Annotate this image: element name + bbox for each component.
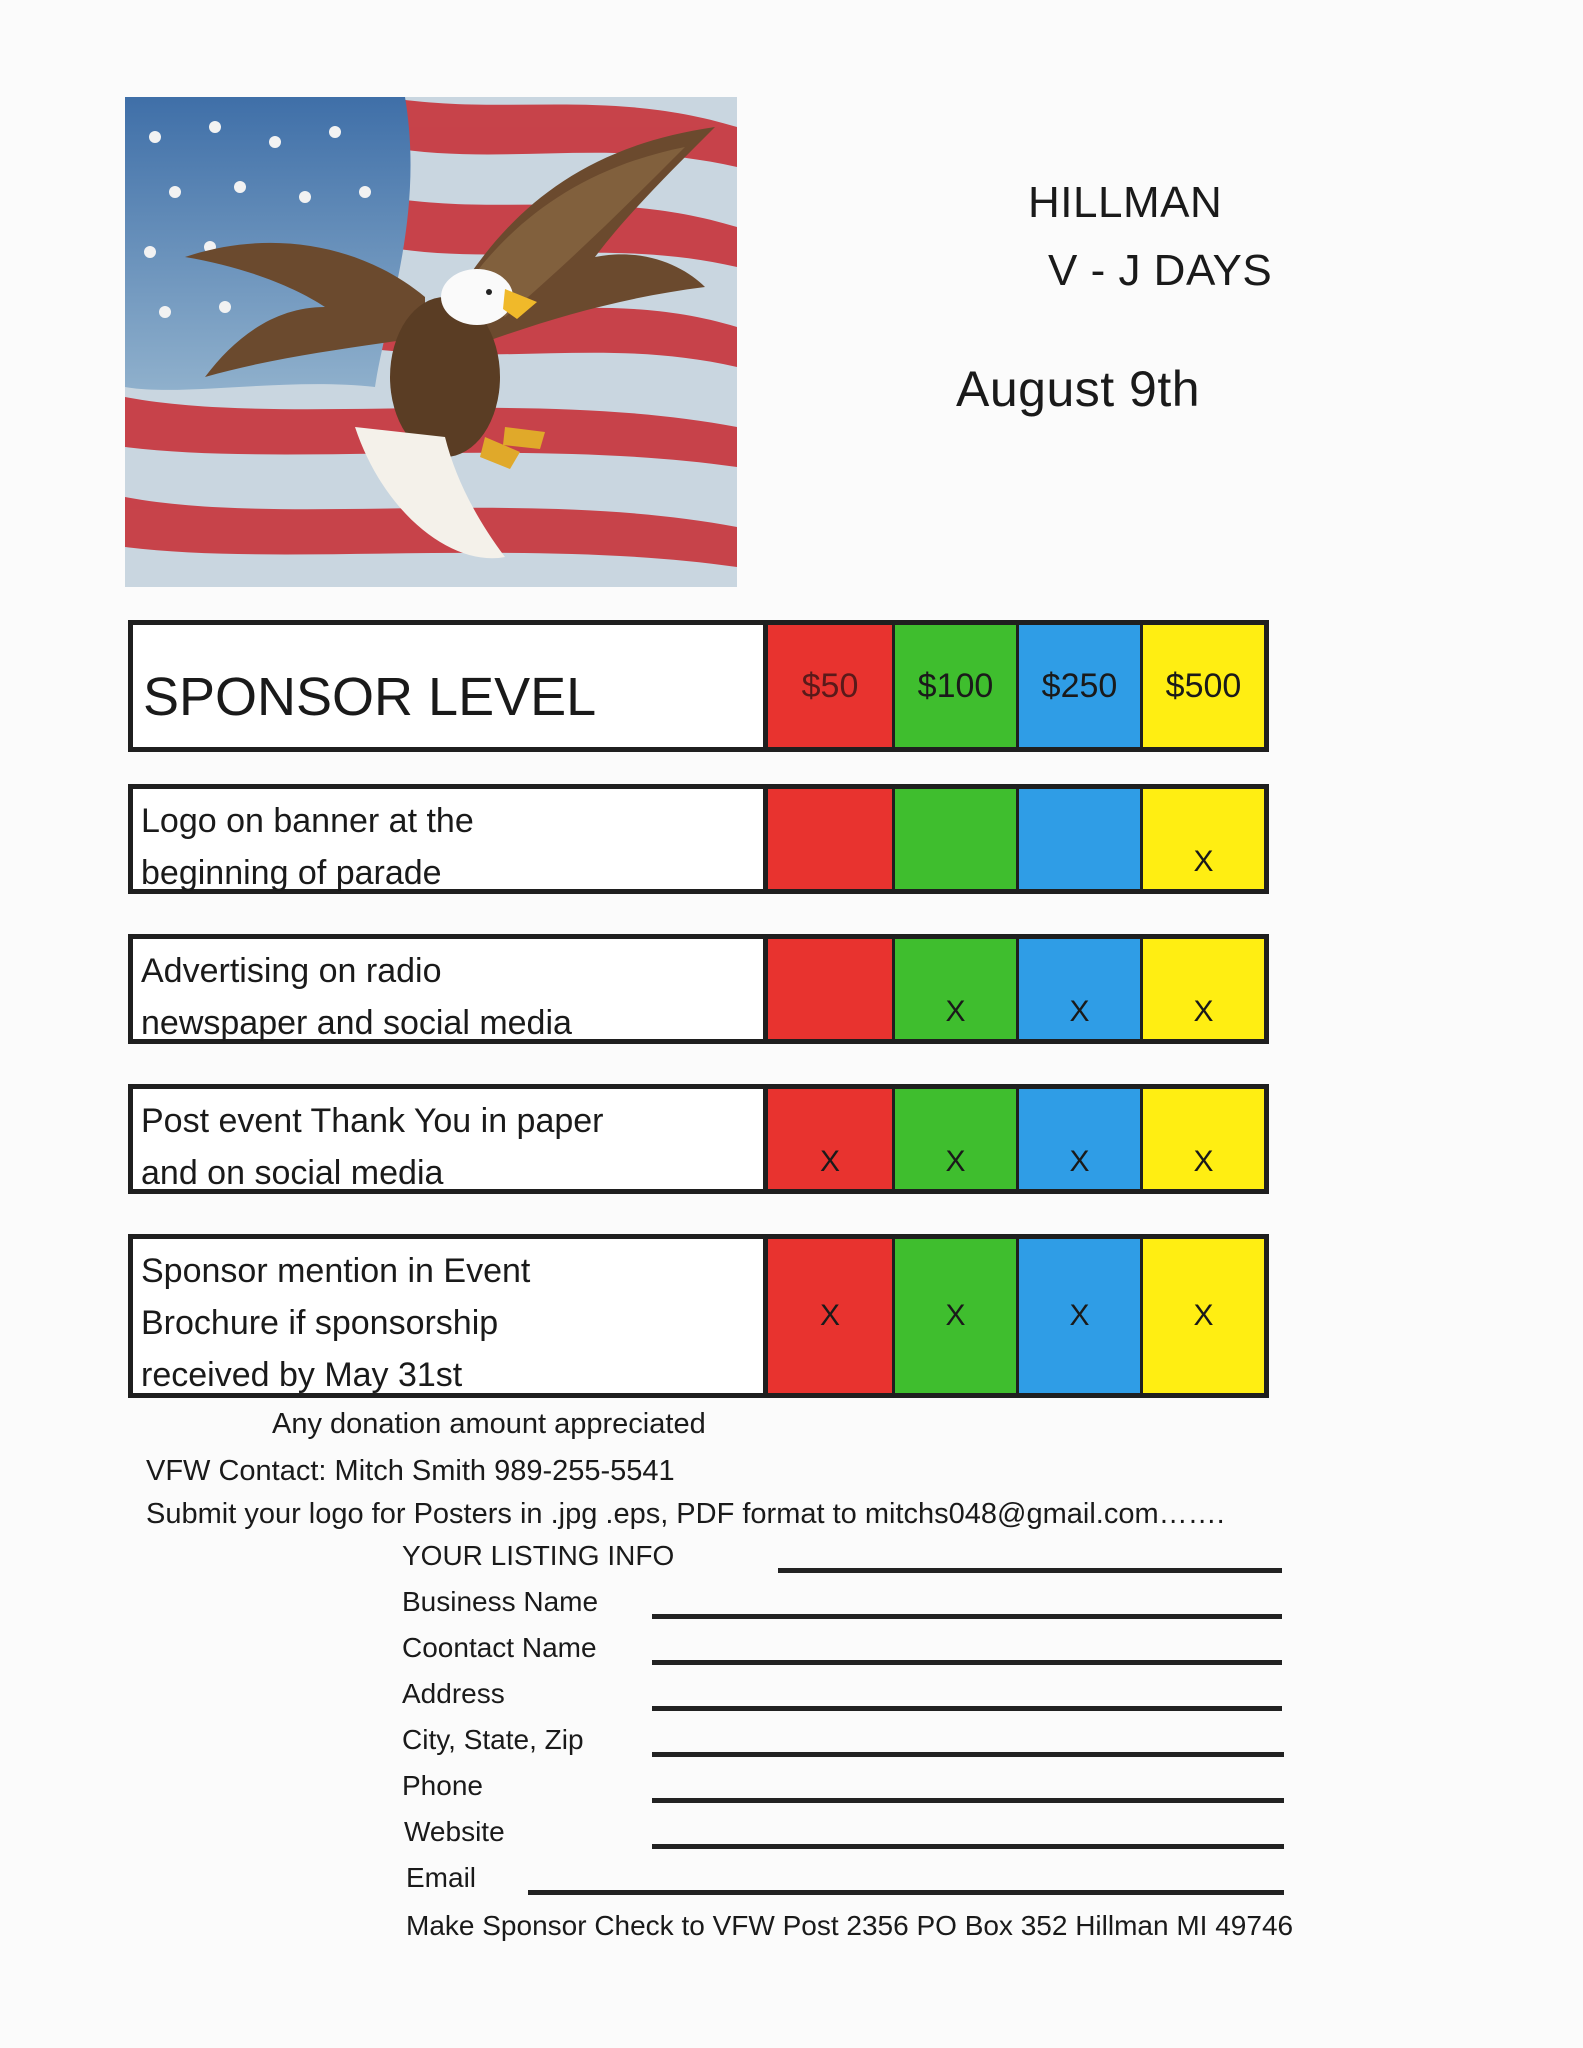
contact-name-field[interactable] <box>652 1660 1282 1665</box>
mark-250: X <box>1016 1239 1140 1393</box>
event-title-line-2: V - J DAYS <box>1048 246 1273 295</box>
phone-label: Phone <box>402 1770 483 1801</box>
benefit-row-brochure <box>128 1234 1276 1398</box>
phone-field[interactable] <box>652 1798 1284 1803</box>
benefit-marks <box>768 1084 1269 1194</box>
benefit-label-line: Logo on banner at the <box>141 802 474 840</box>
city-state-zip-label: City, State, Zip <box>402 1724 584 1755</box>
benefit-label-line: Sponsor mention in Event <box>141 1252 531 1290</box>
check-payable-note: Make Sponsor Check to VFW Post 2356 PO Box 352 Hillman MI 49746 <box>406 1910 1294 1941</box>
listing-heading-line <box>778 1568 1282 1573</box>
mark-500: X <box>1140 939 1264 1039</box>
address-label: Address <box>402 1678 505 1709</box>
city-state-zip-field[interactable] <box>652 1752 1284 1757</box>
benefit-row-banner <box>128 784 1276 894</box>
mark-100: X <box>892 1239 1016 1393</box>
mark-100: X <box>892 1089 1016 1189</box>
sponsor-level-label: SPONSOR LEVEL <box>128 620 768 752</box>
logo-submission-note: Submit your logo for Posters in .jpg .eps, PDF format to mitchs048@gmail.com……. <box>146 1498 1225 1530</box>
benefit-label <box>128 1084 768 1194</box>
mark-500: X <box>1140 1239 1264 1393</box>
benefit-label <box>128 934 768 1044</box>
address-field[interactable] <box>652 1706 1282 1711</box>
mark-50: X <box>768 1089 892 1189</box>
benefit-label <box>128 1234 768 1398</box>
event-date: August 9th <box>956 361 1201 417</box>
benefit-label-line: newspaper and social media <box>141 1004 572 1042</box>
email-label: Email <box>406 1862 477 1893</box>
benefit-marks <box>768 934 1269 1044</box>
mark-50 <box>768 939 892 1039</box>
benefit-marks <box>768 1234 1269 1398</box>
eagle-flag-illustration <box>125 97 737 587</box>
sponsor-level-price-cells <box>768 620 1269 752</box>
benefit-label <box>128 784 768 894</box>
benefit-row-advertising <box>128 934 1276 1044</box>
price-100: $100 <box>892 625 1016 747</box>
mark-500: X <box>1140 789 1264 889</box>
sponsor-level-header-row <box>128 620 1276 752</box>
price-250: $250 <box>1016 625 1140 747</box>
mark-250: X <box>1016 939 1140 1039</box>
mark-100: X <box>892 939 1016 1039</box>
benefit-marks <box>768 784 1269 894</box>
contact-name-label: Coontact Name <box>402 1632 597 1663</box>
event-title-line-1: HILLMAN <box>1028 178 1223 227</box>
price-500: $500 <box>1140 625 1264 747</box>
eagle-flag-image <box>125 97 737 587</box>
donation-note: Any donation amount appreciated <box>272 1408 706 1440</box>
benefit-label-line: Advertising on radio <box>141 952 442 990</box>
benefit-row-thank-you <box>128 1084 1276 1194</box>
website-field[interactable] <box>652 1844 1284 1849</box>
mark-100 <box>892 789 1016 889</box>
business-name-label: Business Name <box>402 1586 599 1617</box>
price-50: $50 <box>768 625 892 747</box>
vfw-contact: VFW Contact: Mitch Smith 989-255-5541 <box>146 1455 675 1487</box>
website-label: Website <box>404 1816 505 1847</box>
mark-250: X <box>1016 1089 1140 1189</box>
benefit-label-line: received by May 31st <box>141 1356 463 1394</box>
mark-50: X <box>768 1239 892 1393</box>
mark-250 <box>1016 789 1140 889</box>
benefit-label-line: Brochure if sponsorship <box>141 1304 499 1342</box>
business-name-field[interactable] <box>652 1614 1282 1619</box>
benefit-label-line: beginning of parade <box>141 854 442 892</box>
mark-500: X <box>1140 1089 1264 1189</box>
benefit-label-line: Post event Thank You in paper <box>141 1102 604 1140</box>
mark-50 <box>768 789 892 889</box>
benefit-label-line: and on social media <box>141 1154 444 1192</box>
email-field[interactable] <box>528 1890 1284 1895</box>
listing-info-heading: YOUR LISTING INFO <box>402 1540 675 1571</box>
